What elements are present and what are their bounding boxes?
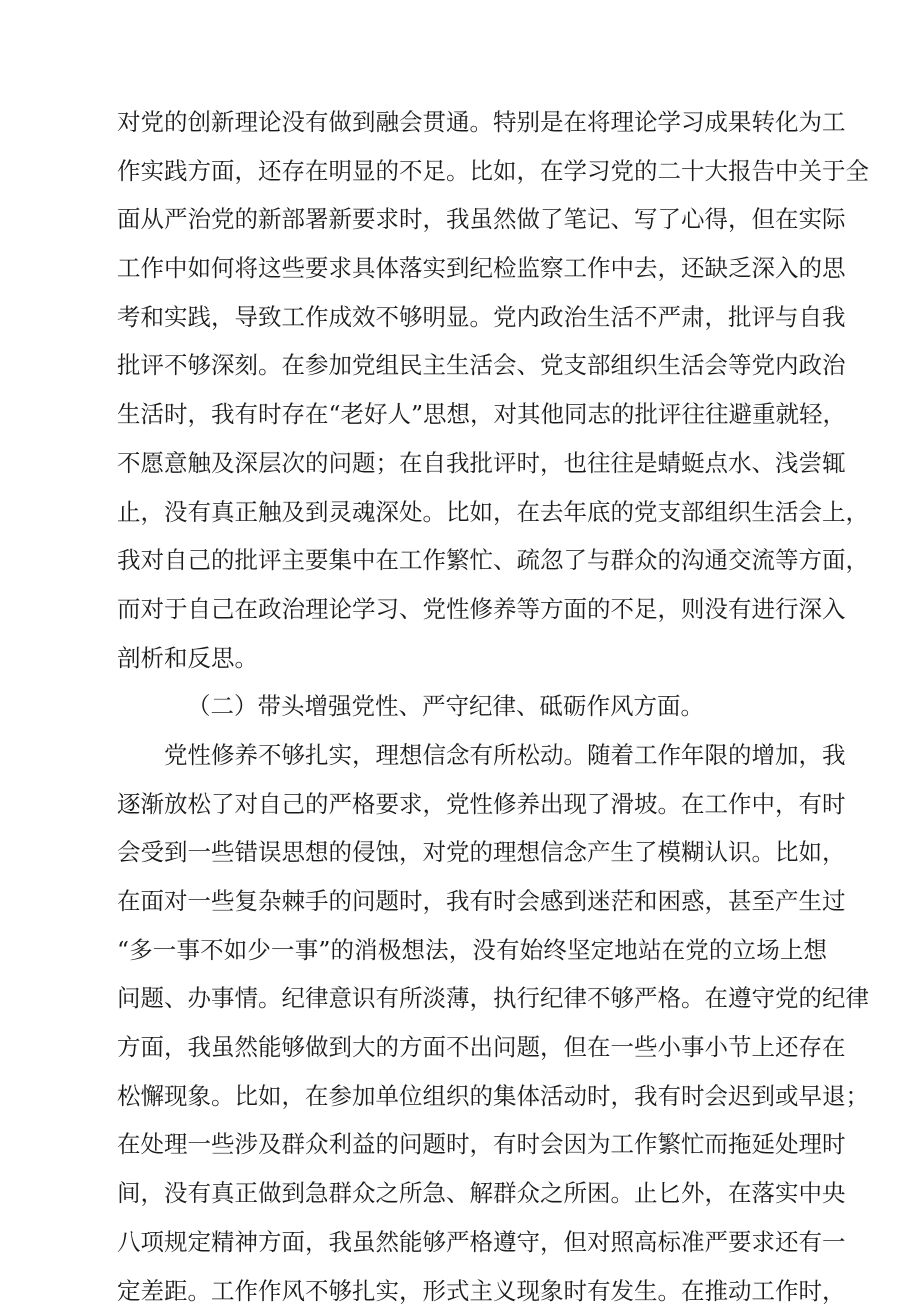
text-line: 在处理一些涉及群众利益的问题时，有时会因为工作繁忙而拖延处理时 (117, 1120, 827, 1169)
text-line: 剖析和反思。 (117, 634, 827, 683)
text-line: 作实践方面，还存在明显的不足。比如，在学习党的二十大报告中关于全 (117, 147, 827, 196)
text-line: 定差距。工作作风不够扎实，形式主义现象时有发生。在推动工作时， (117, 1267, 827, 1315)
text-line: 八项规定精神方面，我虽然能够严格遵守，但对照高标准严要求还有一 (117, 1218, 827, 1267)
text-line: 止，没有真正触及到灵魂深处。比如，在去年底的党支部组织生活会上， (117, 488, 827, 537)
text-line: 在面对一些复杂棘手的问题时，我有时会感到迷茫和困惑，甚至产生过 (117, 877, 827, 926)
body-text (117, 98, 827, 1315)
text-line: 问题、办事情。纪律意识有所淡薄，执行纪律不够严格。在遵守党的纪律 (117, 974, 827, 1023)
text-line: 考和实践，导致工作成效不够明显。党内政治生活不严肃，批评与自我 (117, 293, 827, 342)
text-line: 面从严治党的新部署新要求时，我虽然做了笔记、写了心得，但在实际 (117, 195, 827, 244)
text-line: 对党的创新理论没有做到融会贯通。特别是在将理论学习成果转化为工 (117, 98, 827, 147)
text-line: 会受到一些错误思想的侵蚀，对党的理想信念产生了模糊认识。比如， (117, 828, 827, 877)
section-heading: （二）带头增强党性、严守纪律、砥砺作风方面。 (117, 682, 827, 731)
text-line: 间，没有真正做到急群众之所急、解群众之所困。止匕外，在落实中央 (117, 1169, 827, 1218)
text-line: 松懈现象。比如，在参加单位组织的集体活动时，我有时会迟到或早退； (117, 1072, 827, 1121)
text-line: 我对自己的批评主要集中在工作繁忙、疏忽了与群众的沟通交流等方面， (117, 536, 827, 585)
text-line: 而对于自己在政治理论学习、党性修养等方面的不足，则没有进行深入 (117, 585, 827, 634)
text-line: 工作中如何将这些要求具体落实到纪检监察工作中去，还缺乏深入的思 (117, 244, 827, 293)
text-line: 不愿意触及深层次的问题；在自我批评时，也往往是蜻蜓点水、浅尝辄 (117, 439, 827, 488)
text-line: 方面，我虽然能够做到大的方面不出问题，但在一些小事小节上还存在 (117, 1023, 827, 1072)
text-line: 生活时，我有时存在“老好人”思想，对其他同志的批评往往避重就轻， (117, 390, 827, 439)
text-line: 逐渐放松了对自己的严格要求，党性修养出现了滑坡。在工作中，有时 (117, 780, 827, 829)
text-line: “多一事不如少一事”的消极想法，没有始终坚定地站在党的立场上想 (117, 926, 827, 975)
text-line: 党性修养不够扎实，理想信念有所松动。随着工作年限的增加，我 (117, 731, 827, 780)
text-line: 批评不够深刻。在参加党组民主生活会、党支部组织生活会等党内政治 (117, 341, 827, 390)
